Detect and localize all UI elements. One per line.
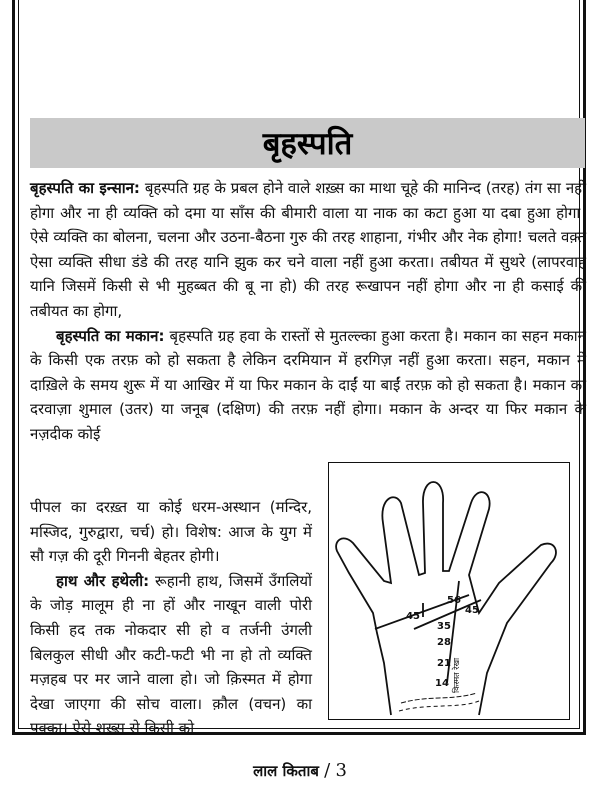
body-text bbox=[30, 176, 586, 447]
text-person: बृहस्पति ग्रह के प्रबल होने वाले शख़्स का माथा चूहे की मानिन्द (तरह) तंग सा नहीं होगा और ना ही व्यक्ति को दमा या साँस की बीमारी वाला या नाक का कटा हुआ या दबा हुआ होगा। ऐसे व्यक्ति का बोलना, चलना और उठना-बैठना गुरु की तरह शाहाना, गंभीर और नेक होगा! चलते वक़्त ऐसा व्यक्ति सीधा डंडे की तरह यानि झुक कर चने वाला नहीं हुआ करता। तबीयत में सुथरे (लापरवाह यानि जिसमें किसी से भी मुहब्बत की बू ना हो) की तरह रूखापन नहीं होगा और ना ही कसाई की तबीयत का होगा, bbox=[30, 179, 586, 320]
hand-drawing bbox=[329, 463, 569, 719]
age-label: 56 bbox=[447, 595, 461, 606]
age-label: 35 bbox=[437, 621, 451, 632]
heading-house: बृहस्पति का मकान: bbox=[56, 326, 165, 345]
age-label: 21 bbox=[437, 658, 451, 669]
age-label: 45 bbox=[465, 605, 479, 616]
paragraph-house-continued: पीपल का दरख़्त या कोई धरम-अस्थान (मन्दिर, मस्जिद, गुरुद्वारा, चर्च) हो। विशेष: आज के युग में सौ गज़ की दूरी गिननी बेहतर होगी। bbox=[30, 498, 312, 566]
age-label: 45 bbox=[406, 611, 420, 622]
text-house: बृहस्पति ग्रह हवा के रास्तों से मुतल्ल्का हुआ करता है। मकान का सहन मकान के किसी एक तरफ़ को हो सकता है लेकिन दरमियान में हरगिज़ नहीं हुआ करता। सहन, मकान में दाख़िले के समय शुरू में या आखिर में या फिर मकान के दाईं या बाईं तरफ़ को हो सकता है। मकान का दरवाज़ा शुमाल (उतर) या जनूब (दक्षिण) की तरफ़ नहीं होगा। मकान के अन्दर या फिर मकान के नज़दीक कोई bbox=[30, 326, 586, 443]
paragraph-person bbox=[30, 176, 586, 324]
page-number: 3 bbox=[335, 760, 347, 781]
footer-separator: / bbox=[324, 760, 331, 781]
age-label: 14 bbox=[435, 678, 449, 689]
page-title: बृहस्पति bbox=[262, 126, 353, 162]
paragraph-house bbox=[30, 324, 586, 447]
page-footer bbox=[0, 760, 600, 781]
book-title: लाल किताब bbox=[253, 762, 319, 780]
text-hand: रूहानी हाथ, जिसमें उँगलियों के जोड़ मालूम ही ना हों और नाखून वाली पोरी किसी हद तक नोकदार सी हो व तर्जनी उंगली बिलकुल सीधी और कटी-फटी भी ना हो तो व्यक्ति मज़हब पर मर जाने वाला हो। जो क़िस्मत में होगा देखा जाएगा की सोच वाला। क़ौल (वचन) का पक्का। ऐसे शख़्स से किसी को bbox=[30, 571, 312, 738]
title-banner bbox=[30, 118, 585, 168]
paragraph-hand bbox=[30, 569, 312, 741]
fate-line-label: किस्मत रेखा bbox=[452, 657, 461, 693]
heading-hand: हाथ और हथेली: bbox=[56, 571, 150, 590]
heading-person: बृहस्पति का इन्सान: bbox=[30, 179, 140, 197]
left-column-text bbox=[30, 495, 312, 741]
palm-illustration bbox=[328, 462, 570, 720]
age-label: 28 bbox=[437, 637, 451, 648]
